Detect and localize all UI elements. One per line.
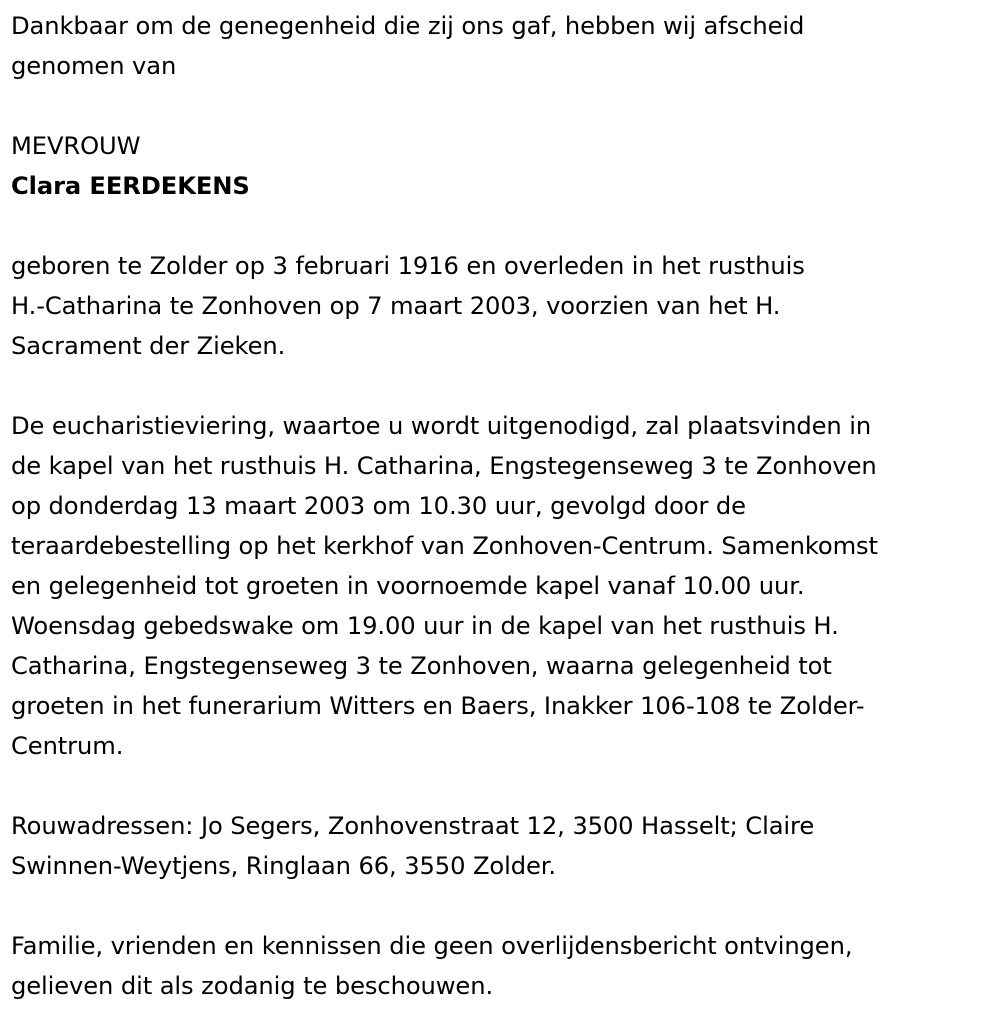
addresses-paragraph: [11, 806, 986, 886]
ceremony-line: groeten in het funerarium Witters en Baers, Inakker 106-108 te Zolder-: [11, 692, 865, 720]
birth-death-paragraph: [11, 246, 986, 366]
ceremony-paragraph: [11, 406, 986, 766]
intro-paragraph: [11, 6, 986, 86]
closing-line: Familie, vrienden en kennissen die geen overlijdensbericht ontvingen,: [11, 932, 853, 960]
deceased-heading: [11, 126, 986, 206]
addresses-line: Rouwadressen: Jo Segers, Zonhovenstraat 12, 3500 Hasselt; Claire: [11, 812, 815, 840]
ceremony-line: Catharina, Engstegenseweg 3 te Zonhoven, waarna gelegenheid tot: [11, 652, 832, 680]
birth-death-line: H.-Catharina te Zonhoven op 7 maart 2003, voorzien van het H.: [11, 292, 781, 320]
deceased-name: Clara EERDEKENS: [11, 172, 250, 200]
ceremony-line: teraardebestelling op het kerkhof van Zonhoven-Centrum. Samenkomst: [11, 532, 878, 560]
ceremony-line: Centrum.: [11, 732, 124, 760]
intro-line: genomen van: [11, 52, 177, 80]
birth-death-line: Sacrament der Zieken.: [11, 332, 286, 360]
ceremony-line: De eucharistieviering, waartoe u wordt uitgenodigd, zal plaatsvinden in: [11, 412, 872, 440]
obituary-document: [11, 6, 986, 1006]
ceremony-line: Woensdag gebedswake om 19.00 uur in de kapel van het rusthuis H.: [11, 612, 839, 640]
deceased-title: MEVROUW: [11, 132, 141, 160]
ceremony-line: op donderdag 13 maart 2003 om 10.30 uur, gevolgd door de: [11, 492, 746, 520]
addresses-line: Swinnen-Weytjens, Ringlaan 66, 3550 Zolder.: [11, 852, 556, 880]
closing-line: gelieven dit als zodanig te beschouwen.: [11, 972, 494, 1000]
ceremony-line: en gelegenheid tot groeten in voornoemde kapel vanaf 10.00 uur.: [11, 572, 805, 600]
closing-paragraph: [11, 926, 986, 1006]
ceremony-line: de kapel van het rusthuis H. Catharina, Engstegenseweg 3 te Zonhoven: [11, 452, 877, 480]
birth-death-line: geboren te Zolder op 3 februari 1916 en overleden in het rusthuis: [11, 252, 805, 280]
intro-line: Dankbaar om de genegenheid die zij ons gaf, hebben wij afscheid: [11, 12, 805, 40]
